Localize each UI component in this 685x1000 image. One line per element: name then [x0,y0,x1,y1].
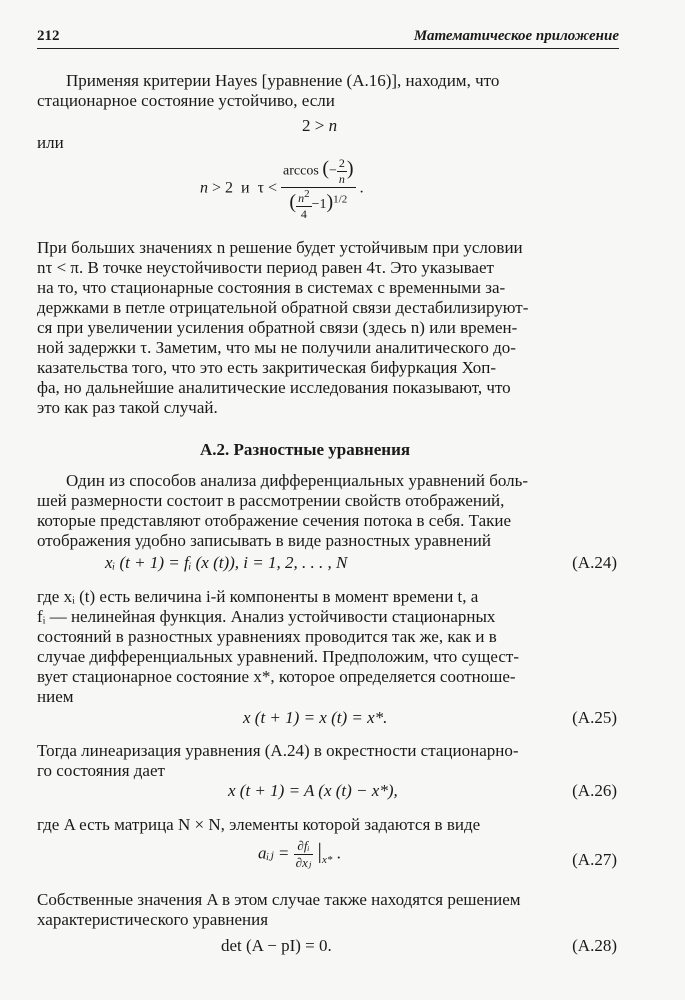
para5-line2: го состояния дает [37,761,165,780]
eq27-den: ∂xⱼ [295,855,312,870]
para2-line: казательства того, что это есть закритическая бифуркация Хоп- [37,358,497,377]
cond2-n: n [200,179,208,197]
para3-line: шей размерности состоит в рассмотрении свойств отображений, [37,491,505,510]
equation-a26-label: (A.26) [572,781,617,800]
eq27-period: . [336,843,341,863]
para4-line: вует стационарное состояние x*, которое определяется соотноше- [37,667,516,686]
section-title: А.2. Разностные уравнения [200,440,411,459]
running-header [37,26,619,49]
eq27-lhs: aᵢⱼ = [258,843,290,863]
para4-line: состояний в разностных уравнениях проводится так же, как и в [37,627,497,646]
cond2-den-power: 1/2 [333,193,348,206]
para7-line2: характеристического уравнения [37,910,269,929]
para3-line: Один из способов анализа дифференциальных уравнений боль- [66,471,529,490]
cond2-tau: τ < [257,179,278,197]
para2-line: это как раз такой случай. [37,398,218,417]
para4-line: нием [37,687,74,706]
eq27-fraction [294,838,314,871]
equation-a24-label: (A.24) [572,553,617,572]
equation-a28-label: (A.28) [572,936,617,955]
eq27-sub: x* [321,853,333,866]
para2-line: При больших значениях n решение будет устойчивым при условии [37,238,523,257]
equation-a24: xᵢ (t + 1) = fᵢ (x (t)), i = 1, 2, . . . , N [105,553,348,572]
condition-2 [200,156,364,222]
para2-line: ся при увеличении усиления обратной связи (здесь n) или времен- [37,318,518,337]
para4-line: случае дифференциальных уравнений. Предположим, что сущест- [37,647,519,666]
cond2-num-two: 2 [338,156,345,170]
equation-a27 [258,838,341,871]
para4-line: fᵢ — нелинейная функция. Анализ устойчивости стационарных [37,607,496,626]
cond2-den-n: n [298,191,305,205]
para1-line1: Применяя критерии Hayes [уравнение (A.16)], находим, что [66,71,500,90]
para2-line: на то, что стационарные состояния в системах с временными за- [37,278,506,297]
para3-line: которые представляют отображение сечения потока в себя. Такие [37,511,512,530]
cond2-num-n: n [338,172,345,186]
equation-a28: det (A − pI) = 0. [221,936,332,955]
cond2-denominator: ( $\frac{n^2}{4}$ −1)$^{1/2}$ [281,187,356,222]
page-number: 212 [37,28,60,44]
para2-line: ной задержки τ. Заметим, что мы не получили аналитического до- [37,338,516,357]
para4-line: где xᵢ (t) есть величина i-й компоненты в момент времени t, а [37,587,479,606]
cond2-den-four: 4 [296,206,312,222]
para7-line1: Собственные значения A в этом случае также находятся решением [37,890,521,909]
equation-a25-label: (A.25) [572,708,617,727]
para3-line: отображения удобно записывать в виде разностных уравнений [37,531,492,550]
cond2-period: . [359,179,364,197]
para2-line: nτ < π. В точке неустойчивости период равен 4τ. Это указывает [37,258,494,277]
equation-a26: x (t + 1) = A (x (t) − x*), [228,781,398,800]
para1-line2: стационарное состояние устойчиво, если [37,91,335,110]
cond2-den-minus1: −1 [311,197,327,213]
para5-line1: Тогда линеаризация уравнения (A.24) в окрестности стационарно- [37,741,519,760]
para6-line: где A есть матрица N × N, элементы которой задаются в виде [37,815,481,834]
eq27-bar: | [317,838,322,864]
equation-a27-label: (A.27) [572,850,617,869]
para2-line: держками в петле отрицательной обратной связи дестабилизируют- [37,298,529,317]
or-word: или [37,133,64,152]
cond2-and: и [241,179,250,197]
para2-line: фа, но дальнейшие аналитические исследования показывают, что [37,378,511,397]
cond2-den-exp: 2 [304,188,310,200]
running-title: Математическое приложение [413,28,619,44]
cond2-num-minus: − [328,163,337,179]
eq27-num: ∂fᵢ [297,838,310,853]
equation-a25: x (t + 1) = x (t) = x*. [243,708,388,727]
cond1-var: n [328,116,338,135]
cond1-op: > [314,116,325,135]
cond2-numerator: arccos (− $\frac{2}{n}$ ) [283,156,354,186]
condition-1 [302,116,337,136]
cond1-lhs: 2 [302,116,311,135]
cond2-fraction [281,156,356,222]
cond2-arccos: arccos [283,163,319,179]
cond2-gt: > 2 [212,179,234,197]
